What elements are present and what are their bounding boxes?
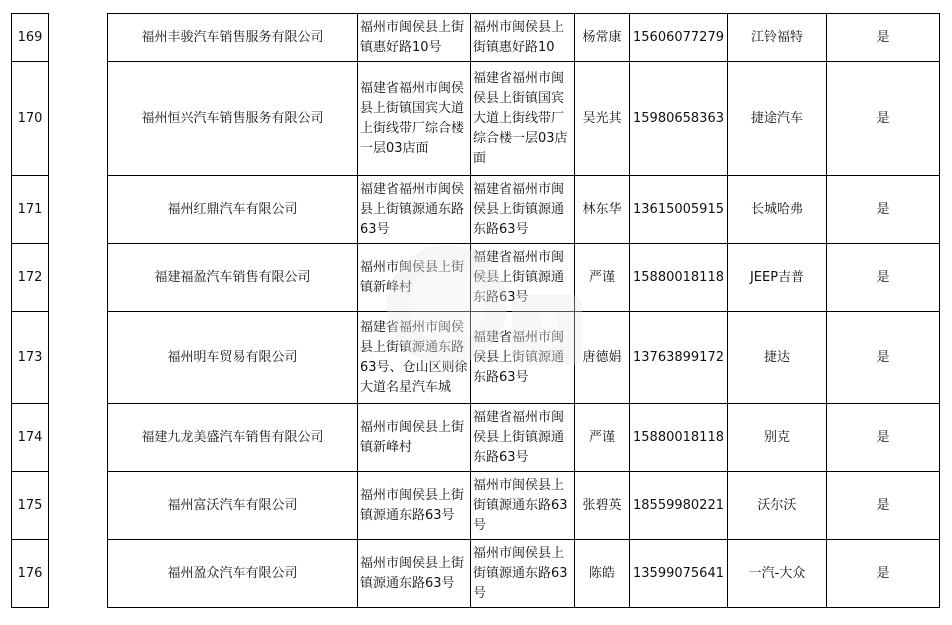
row-number: 173 — [12, 312, 49, 404]
status-flag: 是 — [827, 540, 940, 608]
table-row — [108, 244, 940, 312]
contact-phone: 15606077279 — [630, 14, 728, 62]
registered-address: 福州市闽侯县上街镇新峰村 — [358, 404, 471, 472]
contact-phone: 13615005915 — [630, 176, 728, 244]
registered-address: 福建省福州市闽侯县上街镇源通东路63号、仓山区则徐大道名星汽车城 — [358, 312, 471, 404]
company-name: 福州丰骏汽车销售服务有限公司 — [108, 14, 358, 62]
status-flag: 是 — [827, 176, 940, 244]
brand: 沃尔沃 — [728, 472, 827, 540]
business-address: 福州市闽侯县上街镇惠好路10 — [471, 14, 575, 62]
company-name: 福州盈众汽车有限公司 — [108, 540, 358, 608]
registered-address: 福建省福州市闽侯县上街镇源通东路63号 — [358, 176, 471, 244]
company-name: 福州红鼎汽车有限公司 — [108, 176, 358, 244]
contact-phone: 15980658363 — [630, 62, 728, 176]
row-number: 170 — [12, 62, 49, 176]
business-address: 福建省福州市闽侯县上街镇源通东路63号 — [471, 404, 575, 472]
row-number: 176 — [12, 540, 49, 608]
table-row — [108, 14, 940, 62]
brand: 江铃福特 — [728, 14, 827, 62]
registered-address: 福建省福州市闽侯县上街镇国宾大道上街线带厂综合楼一层03店面 — [358, 62, 471, 176]
table-row — [108, 176, 940, 244]
brand: 长城哈弗 — [728, 176, 827, 244]
contact-phone: 18559980221 — [630, 472, 728, 540]
registered-address: 福州市闽侯县上街镇源通东路63号 — [358, 472, 471, 540]
business-address: 福建省福州市闽侯县上街镇源通东路63号 — [471, 312, 575, 404]
company-name: 福州明车贸易有限公司 — [108, 312, 358, 404]
contact-phone: 15880018118 — [630, 244, 728, 312]
company-name: 福建福盈汽车销售有限公司 — [108, 244, 358, 312]
brand: 别克 — [728, 404, 827, 472]
company-name: 福建九龙美盛汽车销售有限公司 — [108, 404, 358, 472]
row-number: 175 — [12, 472, 49, 540]
brand: 一汽-大众 — [728, 540, 827, 608]
status-flag: 是 — [827, 62, 940, 176]
contact-phone: 13763899172 — [630, 312, 728, 404]
row-number: 171 — [12, 176, 49, 244]
contact-person: 林东华 — [575, 176, 630, 244]
contact-person: 杨常康 — [575, 14, 630, 62]
row-number-column — [11, 13, 49, 608]
status-flag: 是 — [827, 244, 940, 312]
business-address: 福建省福州市闽侯县上街镇国宾大道上街线带厂综合楼一层03店面 — [471, 62, 575, 176]
dealer-table — [107, 13, 940, 608]
contact-person: 唐德娟 — [575, 312, 630, 404]
contact-person: 吴光其 — [575, 62, 630, 176]
status-flag: 是 — [827, 472, 940, 540]
contact-person: 张碧英 — [575, 472, 630, 540]
company-name: 福州恒兴汽车销售服务有限公司 — [108, 62, 358, 176]
contact-phone: 13599075641 — [630, 540, 728, 608]
registered-address: 福州市闽侯县上街镇源通东路63号 — [358, 540, 471, 608]
status-flag: 是 — [827, 404, 940, 472]
brand: 捷达 — [728, 312, 827, 404]
table-row — [108, 312, 940, 404]
contact-person: 严谨 — [575, 244, 630, 312]
business-address: 福州市闽侯县上街镇源通东路63号 — [471, 472, 575, 540]
contact-person: 陈皓 — [575, 540, 630, 608]
contact-phone: 15880018118 — [630, 404, 728, 472]
contact-person: 严谨 — [575, 404, 630, 472]
table-row — [108, 472, 940, 540]
brand: 捷途汽车 — [728, 62, 827, 176]
business-address: 福建省福州市闽侯县上街镇源通东路63号 — [471, 176, 575, 244]
table-row — [108, 62, 940, 176]
brand: JEEP吉普 — [728, 244, 827, 312]
row-number: 174 — [12, 404, 49, 472]
status-flag: 是 — [827, 312, 940, 404]
row-number: 169 — [12, 14, 49, 62]
registered-address: 福州市闽侯县上街镇新峰村 — [358, 244, 471, 312]
company-name: 福州富沃汽车有限公司 — [108, 472, 358, 540]
table-row — [108, 540, 940, 608]
registered-address: 福州市闽侯县上街镇惠好路10号 — [358, 14, 471, 62]
status-flag: 是 — [827, 14, 940, 62]
business-address: 福州市闽侯县上街镇源通东路63号 — [471, 540, 575, 608]
row-number: 172 — [12, 244, 49, 312]
business-address: 福建省福州市闽侯县上街镇源通东路63号 — [471, 244, 575, 312]
table-row — [108, 404, 940, 472]
